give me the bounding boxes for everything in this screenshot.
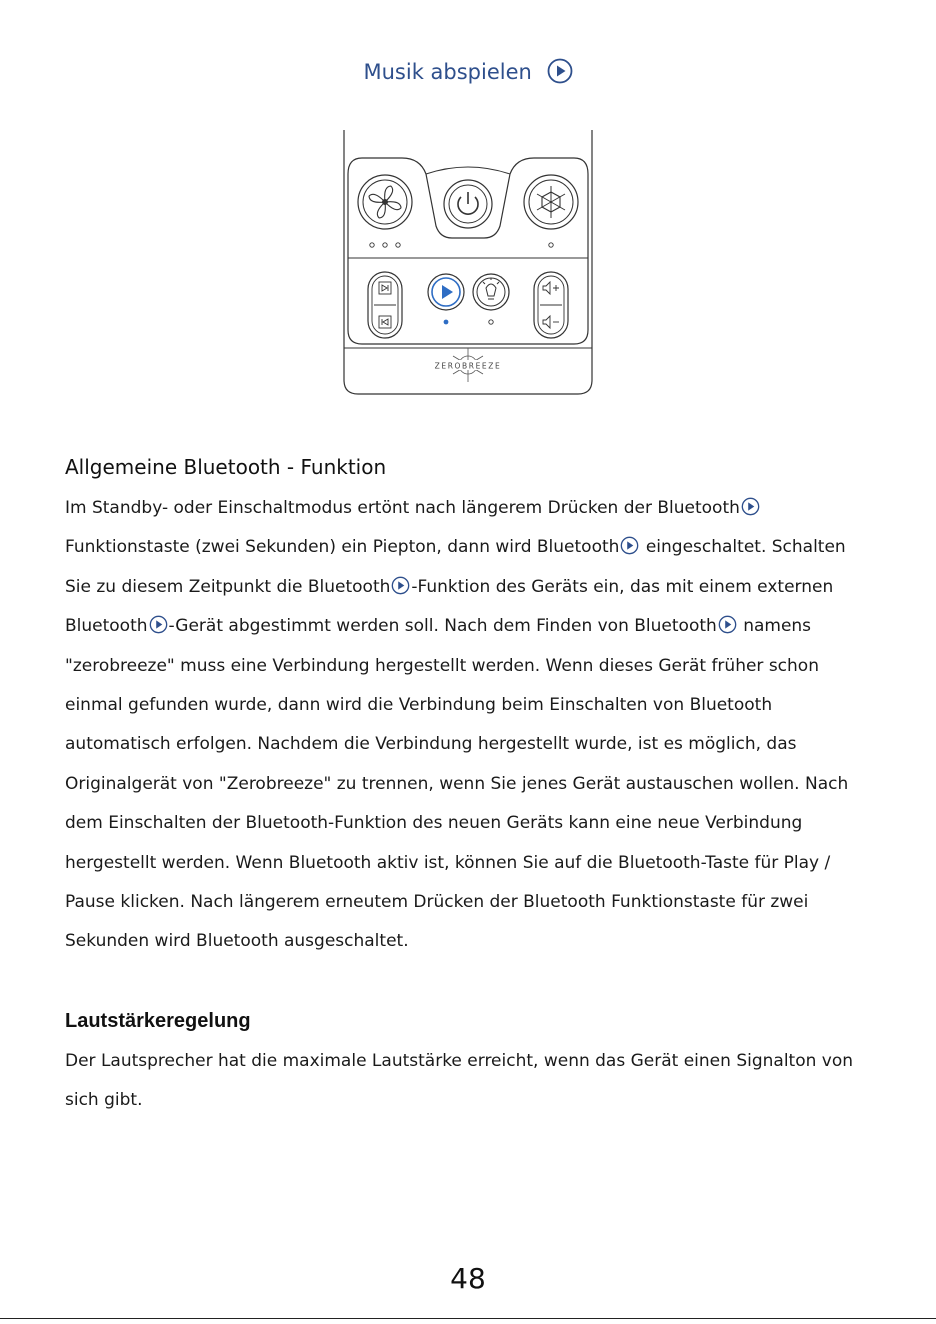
play-circle-icon: [547, 58, 573, 84]
text-line: [65, 489, 877, 528]
text-line: [65, 647, 877, 686]
text-segment: -Gerät abgestimmt werden soll. Nach dem Finden von Bluetooth: [168, 616, 717, 637]
text-segment: Bluetooth: [65, 616, 148, 637]
track-pill[interactable]: [368, 272, 402, 338]
page-title-text: Musik abspielen: [363, 60, 532, 84]
snowflake-icon[interactable]: [524, 175, 578, 229]
volume-up-icon: [543, 282, 559, 294]
page-number: 48: [450, 1262, 486, 1295]
text-line: [65, 804, 877, 843]
play-circle-icon: [620, 536, 639, 555]
section-body-volume: [65, 1042, 877, 1121]
text-segment: "zerobreeze" muss eine Verbindung hergestellt werden. Wenn dieses Gerät früher schon: [65, 655, 819, 676]
volume-pill[interactable]: [534, 272, 568, 338]
text-segment: Im Standby- oder Einschaltmodus ertönt nach längerem Drücken der Bluetooth: [65, 498, 740, 518]
text-line: [65, 686, 877, 725]
text-line: [65, 765, 877, 804]
text-line: [65, 725, 877, 764]
text-segment: dem Einschalten der Bluetooth-Funktion des neuen Geräts kann eine neue Verbindung: [65, 813, 803, 834]
text-segment: Sekunden wird Bluetooth ausgeschaltet.: [65, 931, 409, 952]
text-segment: Funktionstaste (zwei Sekunden) ein Piepton, dann wird Bluetooth: [65, 537, 620, 558]
text-segment: -Funktion des Geräts ein, das mit einem externen: [411, 576, 834, 597]
fan-icon[interactable]: [358, 175, 412, 229]
text-segment: Der Lautsprecher hat die maximale Lautstärke erreicht, wenn das Gerät einen Signalton von: [65, 1051, 854, 1071]
footer-divider: [0, 1318, 936, 1319]
text-segment: automatisch erfolgen. Nachdem die Verbindung hergestellt wurde, ist es möglich, das: [65, 734, 797, 755]
next-track-icon: [379, 282, 391, 294]
text-line: [65, 883, 877, 922]
play-circle-icon: [391, 576, 410, 595]
text-segment: hergestellt werden. Wenn Bluetooth aktiv ist, können Sie auf die Bluetooth-Taste für Play /: [65, 852, 831, 873]
power-icon[interactable]: [444, 180, 492, 228]
page-title: [0, 58, 936, 84]
text-line: [65, 607, 877, 646]
play-circle-icon: [741, 497, 760, 516]
text-segment: namens: [737, 616, 812, 637]
brand-logo: [432, 348, 504, 382]
text-line: [65, 528, 877, 567]
previous-track-icon: [379, 316, 391, 328]
section-heading-bluetooth: Allgemeine Bluetooth - Funktion: [65, 455, 387, 479]
text-line: [65, 1081, 877, 1120]
play-circle-icon: [718, 615, 737, 634]
text-segment: einmal gefunden wurde, dann wird die Verbindung beim Einschalten von Bluetooth: [65, 695, 773, 716]
play-circle-icon: [149, 615, 168, 634]
section-heading-volume: Lautstärkeregelung: [65, 1010, 251, 1032]
play-button[interactable]: [428, 274, 464, 310]
text-line: [65, 922, 877, 961]
text-segment: Originalgerät von "Zerobreeze" zu trennen, wenn Sie jenes Gerät austauschen wollen. Nach: [65, 773, 849, 794]
text-line: [65, 1042, 877, 1081]
text-segment: eingeschaltet. Schalten: [640, 537, 846, 558]
text-line: [65, 568, 877, 607]
control-panel-illustration: [340, 130, 596, 398]
text-segment: Sie zu diesem Zeitpunkt die Bluetooth: [65, 576, 391, 597]
lamp-icon[interactable]: [473, 274, 509, 310]
volume-down-icon: [543, 316, 559, 328]
brand-logo-text: ZEROBREEZE: [434, 361, 502, 371]
text-line: [65, 844, 877, 883]
text-segment: Pause klicken. Nach längerem erneutem Drücken der Bluetooth Funktionstaste für zwei: [65, 892, 809, 913]
section-body-bluetooth: [65, 489, 877, 962]
text-segment: sich gibt.: [65, 1090, 143, 1111]
